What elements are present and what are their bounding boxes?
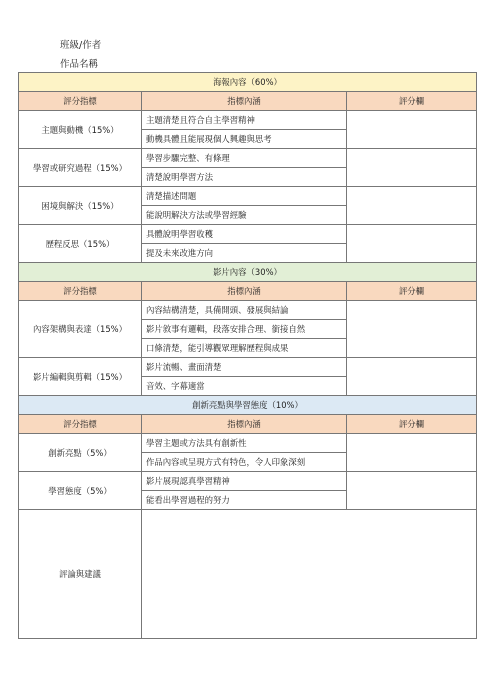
criterion-header: 評分指標 — [19, 92, 142, 111]
table-row — [19, 149, 477, 168]
criterion-item: 作品內容或呈現方式有特色，令人印象深刻 — [142, 453, 347, 472]
criterion-item: 影片流暢、畫面清楚 — [142, 358, 347, 377]
comments-label: 評論與建議 — [19, 510, 142, 639]
work-name-label: 作品名稱 — [60, 59, 99, 70]
content-header: 指標內涵 — [142, 92, 347, 111]
criterion-item: 口條清楚，能引導觀眾理解歷程與成果 — [142, 339, 347, 358]
criterion-header: 評分指標 — [19, 415, 142, 434]
criterion-item: 具體說明學習收穫 — [142, 225, 347, 244]
criterion-item: 內容結構清楚，具備開頭、發展與結論 — [142, 301, 347, 320]
criterion-name: 學習態度（5%） — [19, 472, 142, 510]
comments-area[interactable] — [142, 510, 477, 639]
section-title: 海報內容（60%） — [19, 73, 477, 92]
criterion-item: 清楚描述問題 — [142, 187, 347, 206]
criterion-name: 創新亮點（5%） — [19, 434, 142, 472]
score-header: 評分欄 — [347, 415, 477, 434]
criterion-item: 清楚說明學習方法 — [142, 168, 347, 187]
table-row — [19, 187, 477, 206]
score-cell[interactable] — [347, 301, 477, 358]
criterion-name: 影片編輯與剪輯（15%） — [19, 358, 142, 396]
criterion-name: 學習或研究過程（15%） — [19, 149, 142, 187]
section-header-video — [19, 263, 477, 282]
criterion-name: 困境與解決（15%） — [19, 187, 142, 225]
score-cell[interactable] — [347, 358, 477, 396]
criterion-header: 評分指標 — [19, 282, 142, 301]
section-title: 影片內容（30%） — [19, 263, 477, 282]
table-row — [19, 434, 477, 453]
score-cell[interactable] — [347, 111, 477, 149]
score-cell[interactable] — [347, 187, 477, 225]
section-title: 創新亮點與學習態度（10%） — [19, 396, 477, 415]
rubric-table — [18, 72, 477, 639]
score-cell[interactable] — [347, 225, 477, 263]
criterion-name: 內容架構與表達（15%） — [19, 301, 142, 358]
section-header-innovation — [19, 396, 477, 415]
score-header: 評分欄 — [347, 92, 477, 111]
criterion-item: 音效、字幕適當 — [142, 377, 347, 396]
table-row — [19, 111, 477, 130]
criterion-name: 主題與動機（15%） — [19, 111, 142, 149]
class-author-label: 班級/作者 — [60, 40, 102, 51]
table-row — [19, 301, 477, 320]
column-header-row — [19, 282, 477, 301]
criterion-item: 能看出學習過程的努力 — [142, 491, 347, 510]
table-row — [19, 358, 477, 377]
criterion-item: 主題清楚且符合自主學習精神 — [142, 111, 347, 130]
column-header-row — [19, 92, 477, 111]
score-header: 評分欄 — [347, 282, 477, 301]
criterion-item: 學習主題或方法具有創新性 — [142, 434, 347, 453]
score-cell[interactable] — [347, 434, 477, 472]
content-header: 指標內涵 — [142, 282, 347, 301]
criterion-name: 歷程反思（15%） — [19, 225, 142, 263]
criterion-item: 學習步驟完整、有條理 — [142, 149, 347, 168]
table-row — [19, 472, 477, 491]
criterion-item: 提及未來改進方向 — [142, 244, 347, 263]
criterion-item: 影片展現認真學習精神 — [142, 472, 347, 491]
criterion-item: 動機具體且能展現個人興趣與思考 — [142, 130, 347, 149]
score-cell[interactable] — [347, 149, 477, 187]
criterion-item: 影片敘事有邏輯，段落安排合理、銜接自然 — [142, 320, 347, 339]
column-header-row — [19, 415, 477, 434]
content-header: 指標內涵 — [142, 415, 347, 434]
criterion-item: 能說明解決方法或學習經驗 — [142, 206, 347, 225]
score-cell[interactable] — [347, 472, 477, 510]
table-row — [19, 225, 477, 244]
section-header-poster — [19, 73, 477, 92]
comments-row — [19, 510, 477, 639]
